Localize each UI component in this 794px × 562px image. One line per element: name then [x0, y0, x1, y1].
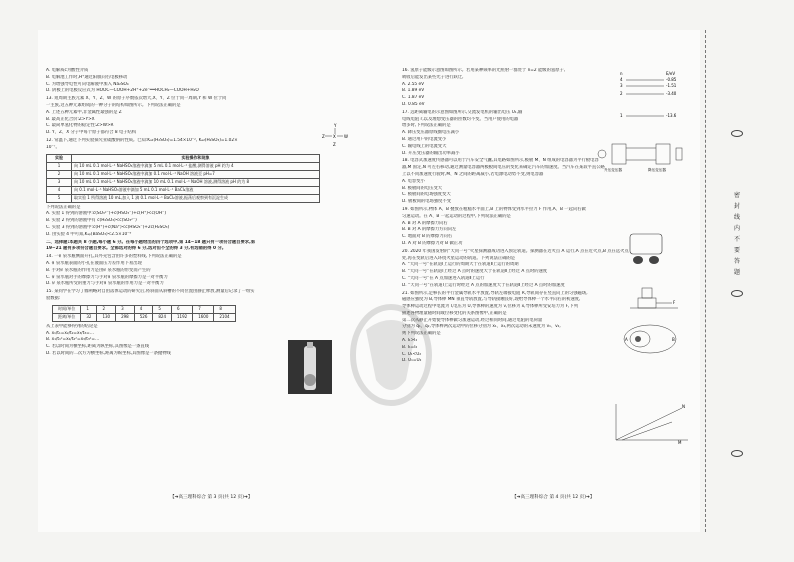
question-line: A. B 对 A 的摩擦力向右 — [402, 220, 448, 226]
svg-text:Z: Z — [322, 134, 325, 139]
question-line: D. Y、Z、X 分子中每个原子都符合 8 电子结构 — [46, 130, 137, 136]
option-line: B. x₁/t₁²=x₂/t₂²=x₃/t₃²=… — [46, 337, 100, 343]
section-instruction: 二、选择题:本题共 8 小题,每小题 6 分。在每小题给出的四个选项中,第 14~18 题只有一项符合题目要求,第 — [46, 239, 256, 245]
question-line: 描述各物理量随时间或位移变化的关系图像中,正确的是 — [402, 310, 507, 316]
energy-header: E/eV — [666, 71, 676, 76]
option-line: C. 实验 3 得到的溶液中:c(H⁺)+c(Na⁺)<c(HSO₃⁻)+2c(H₂SO₃) — [46, 224, 170, 230]
step-down-label: 降压变压器 — [648, 168, 666, 172]
level-n-header: n — [620, 71, 623, 76]
data-header-cell: 1 — [81, 305, 97, 313]
svg-text:B: B — [672, 337, 675, 342]
data-value-cell: 32 — [81, 313, 97, 321]
question-line: A. I₁>I₂ — [402, 338, 418, 344]
question-line: 电线电阻 r,以及理想变压器的匝数均不变。当用户使用的电器 — [402, 116, 519, 122]
data-value-cell: 824 — [153, 313, 172, 321]
question-line: B. 电解池工作时,H⁺通过阳膜向右电极移动 — [46, 74, 128, 80]
table-cell: 向 10 mL 0.1 mol·L⁻¹ NaHSO₃溶液中滴加 10 mL 0.1 mol·L⁻¹ NaOH 溶液,测得溶液 pH 约为 8 — [72, 178, 320, 186]
level-n: 1 — [620, 113, 623, 118]
table-cell: 4 — [47, 186, 72, 194]
question-line: D. A 对 B 的摩擦力对 B 做正功 — [402, 240, 463, 246]
option-line: 下列说法正确的是 — [46, 204, 81, 210]
question-line: 16. 氢原子能级示意图如图所示。若用某种频率的光照射一群处于 n=2 能级的氢原子, — [402, 68, 566, 73]
level-n: 2 — [620, 91, 623, 96]
svg-text:W: W — [344, 134, 348, 139]
table-row — [47, 178, 320, 186]
data-header-cell: 2 — [97, 305, 116, 313]
question-line: 18. 电容式加速度传感器可以用于汽车安全气囊,其电路如图所示,极板 M、N 组成的电容器为平行板电容 — [402, 158, 599, 164]
question-line: 20. 2020 年我国发射的“天问一号”火星探测器成功进入预定轨道。探测器在近火点 A 运行,A 点在近火点,B 点在远火点 — [402, 248, 629, 254]
section-instruction: 19~21 题有多项符合题目要求。全部选对的得 6 分,选对但不全的得 3 分,有选错的得 0 分。 — [46, 246, 227, 252]
question-line: 14. 一矿泉水瓶侧面开孔,其外壳包含由许多的塑料线,下列说法正确的是 — [46, 254, 182, 260]
svg-text:N: N — [682, 404, 685, 409]
question-line: A. 矿泉水瓶表面的小孔在液面压力差作用下易出现 — [46, 260, 142, 266]
question-line: D. 矿泉水瓶所受的重力与手对矿泉水瓶的作用力是一对平衡力 — [46, 281, 164, 287]
question-line: 13. 短周期主族元素 X、Y、Z、W 的原子序数依次增大,X、Y、Z 位于同一周期,Y 和 W 位于同 — [46, 96, 227, 102]
question-line: C. 输电线上的电流变大 — [402, 143, 447, 149]
question-line: D. U₁=U₂ — [402, 358, 422, 364]
experiment-table — [46, 154, 320, 203]
data-value-cell: 526 — [134, 313, 153, 321]
left-page — [46, 68, 346, 358]
page-footer-left: 【➔高三理科综合 第 3 页(共 12 页)➔】 — [170, 495, 253, 500]
question-line: C. 1.87 eV — [402, 95, 425, 101]
seal-hole — [731, 450, 743, 457]
level-n: 4 — [620, 77, 623, 82]
question-line: 磁感应强度为 B,导体棒 MN 垂直导轨放置,与导轨接触良好,现给导体棒一个水平向右的初速度, — [402, 297, 581, 303]
power-transmission-diagram — [596, 140, 686, 174]
svg-text:M: M — [678, 440, 682, 444]
question-line: C. U₁<U₂ — [402, 351, 422, 357]
table-cell: 2 — [47, 170, 72, 178]
question-line: D. 升压变压器的输出功率减小 — [402, 150, 460, 156]
question-line: A. 降压变压器原线圈电压减小 — [402, 130, 460, 136]
table-header: 实验 — [47, 154, 72, 162]
question-line: 15. 某同学在学习了伽利略对自由落体运动的研究后,将斜面从斜槽的不同位置由静止释放,测量后记录了一组实 — [46, 289, 255, 295]
question-line: C. 地面对 B 的摩擦力向右 — [402, 234, 453, 240]
orbit-diagram — [622, 322, 678, 356]
question-line: A. 2.55 eV — [402, 81, 425, 87]
energy-level-diagram — [618, 70, 688, 122]
question-line: 验数据: — [46, 295, 61, 301]
question-line: 12. 常温下,通过下列实验探究亚硫酸钠的性质。已知:Kₐ₁(H₂SO₃)=1.54×10⁻², Kₐ₂(H₂SO₃)=1.02× — [46, 137, 238, 143]
question-line: C. “天问一号”在 A 点加速进入轨道Ⅱ上运行 — [402, 275, 485, 281]
stacked-blocks-diagram — [630, 286, 680, 314]
question-line: 处,再在变轨后进入环绕火星运动的轨道。下列说法正确的是 — [402, 255, 516, 261]
question-line: 增多时,下列说法正确的是 — [402, 123, 451, 129]
svg-text:Y: Y — [334, 123, 337, 128]
level-energy: -3.40 — [666, 91, 677, 96]
bottle-photo — [288, 340, 332, 394]
table-row — [47, 194, 320, 202]
svg-text:Z: Z — [333, 142, 336, 147]
seal-hole — [731, 290, 743, 297]
level-energy: -0.85 — [666, 77, 677, 82]
molecule-structure-diagram — [320, 122, 350, 148]
question-line: 17. 远距离输电的示意图如图所示,交流发电机的输出电压 U₁,输 — [402, 109, 523, 115]
table-cell: 向 0.1 mol·L⁻¹ NaHSO₃溶液中滴加 5 mL 0.1 mol·L⁻¹ BaCl₂溶液 — [72, 186, 320, 194]
data-value-cell: 距离/单位 — [53, 313, 81, 321]
rail-graph-diagram — [612, 400, 692, 444]
question-line: B. “天问一号”在轨道Ⅰ上经过 A 点时的速度大于在轨道Ⅱ上经过 A 点时的速度 — [402, 269, 548, 275]
question-line: 分别为 q₁、q₂,导体棒两次运动中的位移分别为 x₁、x₂,两次运动的末速度为 v₁、v₂, — [402, 324, 561, 330]
question-line: A. “天问一号”在轨道Ⅰ上运行的周期大于在轨道Ⅱ上运行的周期 — [402, 262, 519, 268]
data-header-cell: 3 — [116, 305, 135, 313]
table-cell: 取实验 1 所得溶液 10 mL,加入 1 滴 0.1 mol·L⁻¹ BaCl₂溶液,振荡后观察到有沉淀生成 — [72, 194, 320, 202]
question-line: 匀速运动。在 A、B 一起运动的过程中,下列说法正确的是 — [402, 213, 511, 219]
question-line: B. 1.89 eV — [402, 88, 425, 94]
question-line: C. 矿泉水瓶对手的摩擦力与手对矿泉水瓶的摩擦力是一对平衡力 — [46, 274, 168, 280]
question-line: 19. 如图所示,物体 A、B 叠放在粗糙水平面上,B 上的物体受到水平拉力 F 作用,A、B 一起向右做 — [402, 206, 586, 212]
question-line: B. 极板间的电压变大 — [402, 185, 443, 191]
page-footer-right: 【➔高三理科综合 第 4 页(共 12 页)➔】 — [512, 495, 595, 500]
table-header: 实验操作和现象 — [72, 154, 320, 162]
question-line: A. 电解质c为酸性介质 — [46, 68, 89, 73]
data-value-cell: 130 — [97, 313, 116, 321]
data-value-cell: 2104 — [214, 313, 235, 321]
question-line: B. 手对矿泉水瓶的作用力是由矿泉水瓶的形变而产生的 — [46, 267, 151, 273]
question-line: B. 通过用户的电流变小 — [402, 136, 447, 142]
step-up-label: 升压变压器 — [604, 168, 622, 172]
question-line: B. 最高正化合价:Z>Y>X — [46, 116, 95, 122]
sensor-circuit-diagram — [626, 232, 666, 268]
option-line: A. x₁/t₁=x₂/t₂=x₃/t₃=… — [46, 330, 95, 336]
question-line: 吸收后能发出某些光子进行跃迁, — [402, 74, 464, 80]
data-header-cell: 4 — [134, 305, 153, 313]
table-cell: 3 — [47, 178, 72, 186]
question-line: C. 极板间的电场强度变大 — [402, 192, 451, 198]
binding-margin — [705, 30, 758, 532]
question-line: 10⁻⁷。 — [46, 144, 60, 150]
data-header-cell: 时间/单位 — [53, 305, 81, 313]
table-cell: 向 10 mL 0.1 mol·L⁻¹ NaHSO₃溶液中滴加 5 mL 0.1 mol·L⁻¹ 盐酸,测得溶液 pH 约为 4 — [72, 162, 320, 170]
option-line: A. 实验 1 得到的溶液中:c(SO₃²⁻)+c(HSO₃⁻)+c(H⁺)<c(OH⁻) — [46, 211, 167, 217]
table-cell: 5 — [47, 194, 72, 202]
data-value-cell: 1600 — [193, 313, 214, 321]
data-header-cell: 7 — [193, 305, 214, 313]
option-line: D. 若以时间的二次方为横坐标,距离为纵坐标,其图像是一条抛物线 — [46, 350, 171, 356]
question-line: B. I₁=I₂ — [402, 344, 418, 350]
seal-line-warning: 密封线内不要答题 — [734, 192, 741, 276]
option-line: 从上表中能够得到的结论是 — [46, 323, 98, 329]
data-value-cell: 298 — [116, 313, 135, 321]
question-line: 上以不同加速度行驶时,M、N 之间的距离减小,若电源电动势不变,则电容器 — [402, 171, 544, 177]
seal-hole — [731, 130, 743, 137]
question-line: D. 0.85 eV — [402, 101, 425, 107]
question-line: 器,M 固定,N 可左右移动,通过测量电容器两极板间电压的变化来确定汽车的加速度。当汽车在某段平直公路 — [402, 165, 605, 171]
option-line: C. 若以时间为横坐标,距离为纵坐标,其图像是一条直线 — [46, 344, 149, 350]
option-line: D. 由实验 4 中可知,Kₛₚ(BaSO₃)<2.5×10⁻⁹ — [46, 231, 132, 237]
question-line: C. 最简单氢化物的稳定性:Z>W>R — [46, 123, 114, 129]
question-line: A. 上述五种元素中,非金属性最强的是 Z — [46, 109, 122, 115]
level-energy: -13.6 — [666, 113, 677, 118]
question-line: 21. 如图所示,足够长的平行金属导轨水平放置,导轨左端接电阻 R,导轨间存在竖直向上的匀强磁场, — [402, 290, 588, 296]
svg-text:X: X — [333, 134, 336, 139]
question-line: 则下列说法正确的是 — [402, 331, 441, 337]
question-line: A. 电容变小 — [402, 178, 425, 184]
question-line: D. 阴极上的电极反应式为 HOOC—COOH+2H⁺+2e⁻══HOCH₂—COOH+H₂O — [46, 88, 199, 94]
data-header-cell: 8 — [214, 305, 235, 313]
data-table — [52, 305, 236, 322]
question-line: D. 极板间的电场强度不变 — [402, 199, 452, 205]
svg-text:A: A — [625, 337, 628, 342]
table-cell: 向 10 mL 0.1 mol·L⁻¹ NaHSO₃溶液中滴加 0.1 mol·L⁻¹ NaOH 溶液至 pH=7 — [72, 170, 320, 178]
data-header-cell: 6 — [172, 305, 193, 313]
question-line: 第二次从静止开始使导体棒做匀加速运动,经过相同时间,通过电阻的电荷量 — [402, 317, 543, 323]
question-line: D. “天问一号”在轨道Ⅰ上运行时经过 A 点的加速度大于在轨道Ⅱ上经过 A 点时的加速度 — [402, 282, 565, 288]
option-line: B. 实验 2 得到的溶液中有 c(H₂SO₃)<c(SO₃²⁻) — [46, 218, 137, 224]
table-row — [47, 186, 320, 194]
question-line: 一主族,这五种元素组成的一种分子的结构如图所示。下列说法正确的是 — [46, 102, 181, 108]
table-row — [47, 170, 320, 178]
data-value-cell: 1192 — [172, 313, 193, 321]
svg-text:F: F — [673, 300, 676, 305]
table-cell: 1 — [47, 162, 72, 170]
question-line: 导体棒运动过程中电流为 I,电压为 U,导体棒的速度为 v,位移为 x,导体棒所受安培力为 F,下列 — [402, 304, 579, 310]
table-row — [47, 162, 320, 170]
question-line: B. B 对 A 的摩擦力方向向左 — [402, 227, 457, 233]
level-n: 3 — [620, 83, 623, 88]
question-line: C. 为增强导电性可向电解液中加入 Na₂SO₄ — [46, 81, 129, 87]
data-header-cell: 5 — [153, 305, 172, 313]
level-energy: -1.51 — [666, 83, 677, 88]
